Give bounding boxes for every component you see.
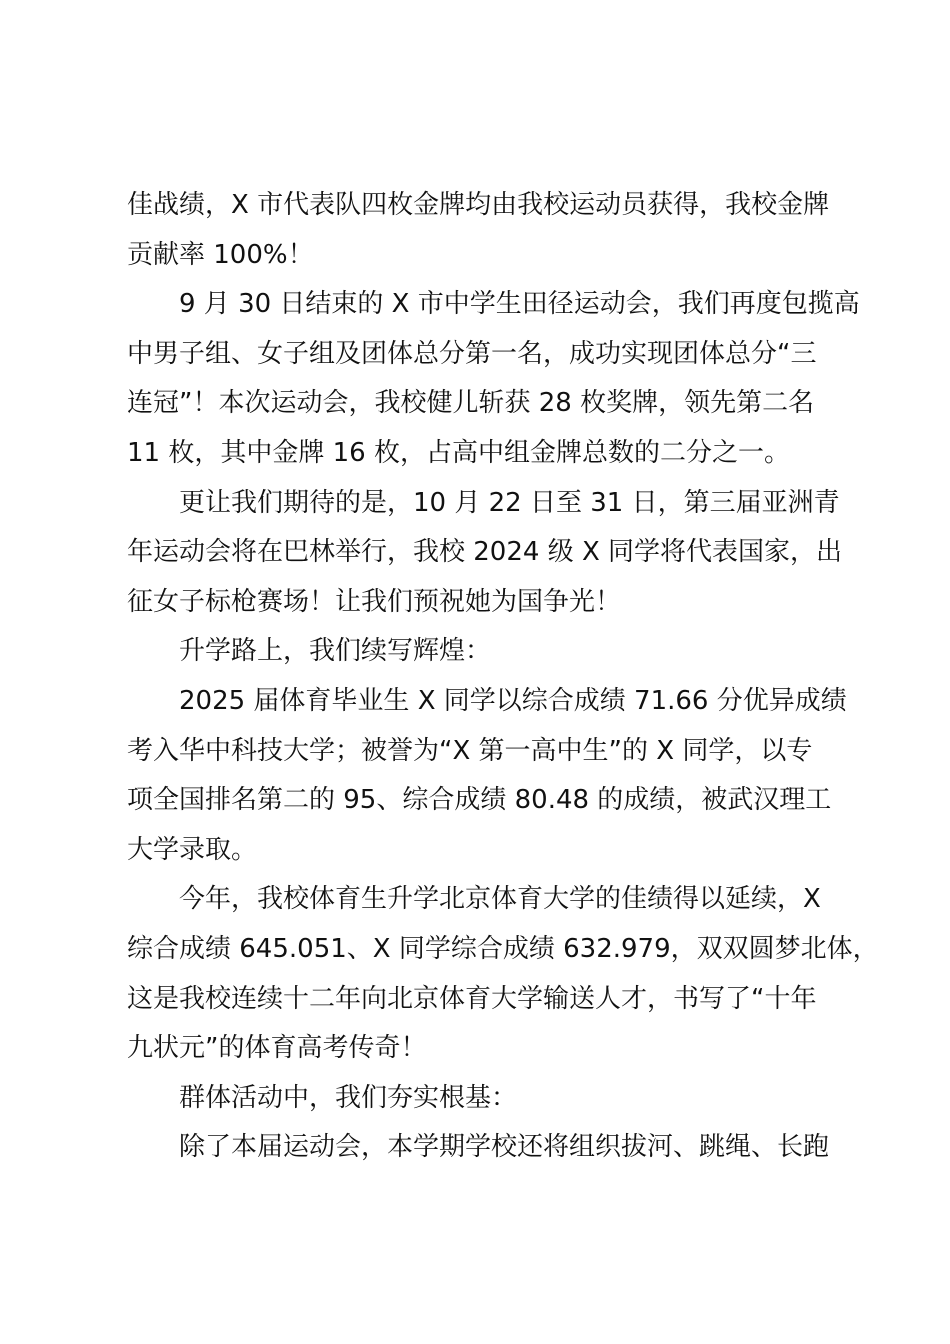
text-line: 综合成绩 645.051、X 同学综合成绩 632.979，双双圆梦北体， <box>127 933 879 964</box>
text-line: 大学录取。 <box>127 834 258 865</box>
text-line: 佳战绩，X 市代表队四枚金牌均由我校运动员获得，我校金牌 <box>127 190 830 220</box>
paragraph-4 <box>127 627 839 677</box>
paragraph-6 <box>127 875 879 1073</box>
text-line: 11 枚，其中金牌 16 枚，占高中组金牌总数的二分之一。 <box>127 437 790 468</box>
text-line: 九状元”的体育高考传奇！ <box>127 1033 427 1064</box>
text-line: 升学路上，我们续写辉煌： <box>179 636 492 667</box>
text-line: 征女子标枪赛场！让我们预祝她为国争光！ <box>127 586 622 617</box>
text-line: 年运动会将在巴林举行，我校 2024 级 X 同学将代表国家，出 <box>127 537 843 568</box>
text-line: 群体活动中，我们夯实根基： <box>179 1082 518 1113</box>
document-body <box>127 181 879 1173</box>
paragraph-7 <box>127 1074 839 1124</box>
paragraph-5 <box>127 677 847 875</box>
text-line: 更让我们期待的是，10 月 22 日至 31 日，第三届亚洲青 <box>179 487 840 518</box>
text-line: 9 月 30 日结束的 X 市中学生田径运动会，我们再度包揽高 <box>179 289 860 320</box>
text-line: 贡献率 100%！ <box>127 239 314 270</box>
text-line: 这是我校连续十二年向北京体育大学输送人才，书写了“十年 <box>127 983 817 1014</box>
paragraph-1 <box>127 181 839 280</box>
text-line: 中男子组、女子组及团体总分第一名，成功实现团体总分“三 <box>127 338 817 369</box>
text-line: 2025 届体育毕业生 X 同学以综合成绩 71.66 分优异成绩 <box>179 685 847 716</box>
paragraph-8 <box>127 1123 839 1173</box>
text-line: 连冠”！本次运动会，我校健儿斩获 28 枚奖牌，领先第二名 <box>127 388 815 419</box>
text-line: 今年，我校体育生升学北京体育大学的佳绩得以延续，X <box>179 884 821 915</box>
text-line: 除了本届运动会，本学期学校还将组织拔河、跳绳、长跑 <box>179 1132 830 1163</box>
paragraph-3 <box>127 479 843 628</box>
paragraph-2 <box>127 280 860 478</box>
text-line: 项全国排名第二的 95、综合成绩 80.48 的成绩，被武汉理工 <box>127 785 832 816</box>
text-line: 考入华中科技大学；被誉为“X 第一高中生”的 X 同学，以专 <box>127 735 813 766</box>
